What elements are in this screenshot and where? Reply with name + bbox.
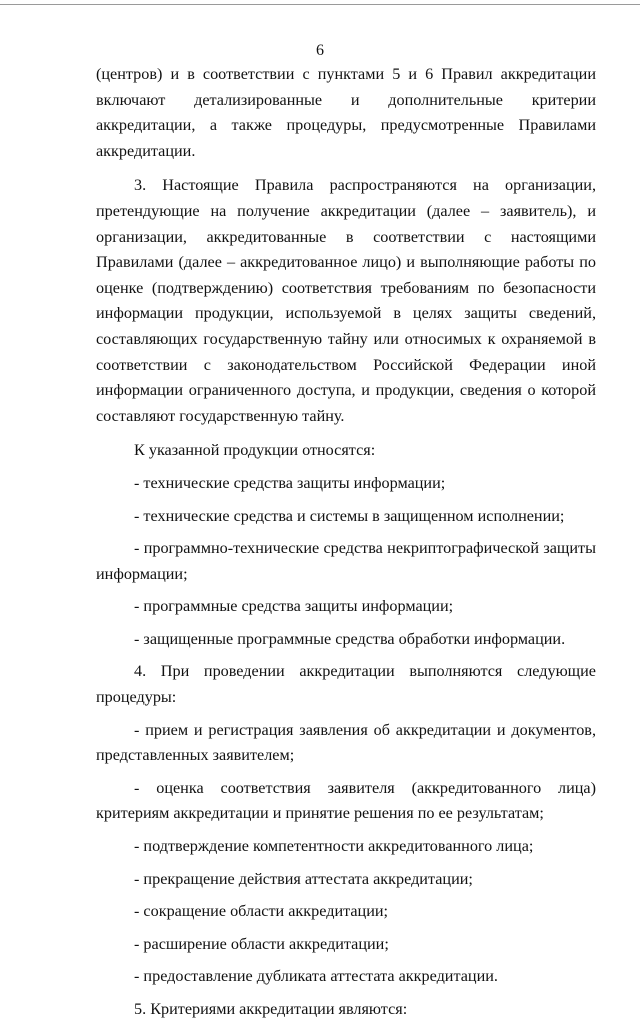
list-item: - оценка соответствия заявителя (аккредитованного лица) критериям аккредитации и принятие решения по ее результатам;: [96, 778, 596, 823]
paragraph-product-intro: К указанной продукции относятся:: [134, 441, 376, 460]
paragraph-item-3: 3. Настоящие Правила распространяются на организации, претендующие на получение аккредитации (далее – заявитель), и организации, аккредитованные в соответствии с настоящими Правилами (далее – аккредитованное лицо) и выполняющие работы по оценке (подтверждению) соответствия требованиям по безопасности информации продукции, используемой в целях защиты сведений, составляющих государственную тайну или относимых к охраняемой в соответствии с законодательством Российской Федерации иной информации ограниченного доступа, и продукции, сведения о которой составляют государственную тайну.: [96, 176, 596, 425]
list-item: - прекращение действия аттестата аккредитации;: [134, 869, 473, 888]
list-item: - технические средства и системы в защищенном исполнении;: [134, 506, 565, 525]
list-item: - прием и регистрация заявления об аккредитации и документов, представленных заявителем;: [96, 720, 596, 765]
list-item: - предоставление дубликата аттестата аккредитации.: [134, 967, 498, 986]
document-body: [96, 62, 596, 1023]
paragraph-continuation: (центров) и в соответствии с пунктами 5 и 6 Правил аккредитации включают детализированные и дополнительные критерии аккредитации, а также процедуры, предусмотренные Правилами аккредитации.: [96, 65, 596, 160]
list-item: - защищенные программные средства обработки информации.: [134, 629, 566, 648]
list-item: - программно-технические средства некриптографической защиты информации;: [96, 539, 596, 583]
paragraph-item-5: 5. Критериями аккредитации являются:: [134, 1000, 408, 1018]
list-item: - технические средства защиты информации;: [134, 473, 446, 492]
list-item: - подтверждение компетентности аккредитованного лица;: [134, 837, 534, 856]
page-number: 6: [316, 42, 324, 59]
paragraph-item-4: 4. При проведении аккредитации выполняются следующие процедуры:: [96, 662, 596, 707]
list-item: - программные средства защиты информации;: [134, 597, 454, 616]
list-item: - расширение области аккредитации;: [134, 934, 389, 953]
list-item: - сокращение области аккредитации;: [134, 902, 389, 921]
page-top-edge: [0, 4, 640, 5]
